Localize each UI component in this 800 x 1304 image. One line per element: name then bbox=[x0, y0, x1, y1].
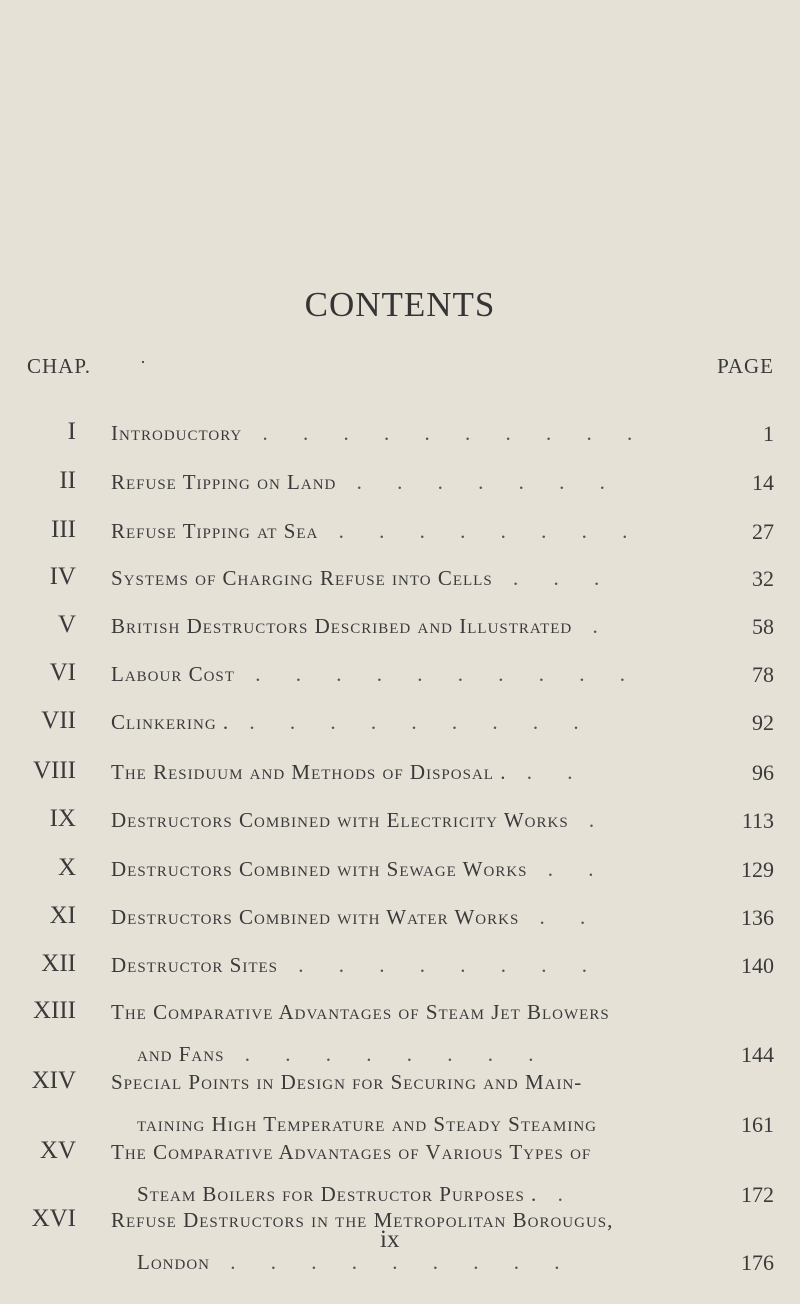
chapter-title: The Comparative Advantages of Various Types of bbox=[111, 1140, 592, 1164]
chapter-number: VIII bbox=[32, 757, 76, 784]
leader-dots: . . . . . . . . bbox=[318, 519, 643, 543]
leader-dots: . bbox=[568, 808, 610, 832]
chapter-number: XII bbox=[41, 950, 76, 977]
page-folio: ix bbox=[380, 1226, 400, 1253]
leader-dots: . . . . . . . . . . bbox=[242, 421, 648, 445]
chapter-number: VI bbox=[49, 659, 76, 686]
chapter-title: Destructor Sites . . . . . . . . bbox=[111, 953, 602, 977]
page-number: 78 bbox=[752, 662, 774, 687]
chapter-number: XIV bbox=[31, 1067, 76, 1094]
header-dot: · bbox=[140, 352, 146, 372]
page-number: 92 bbox=[752, 710, 774, 735]
leader-dots: . . . . . . . . bbox=[224, 1042, 549, 1066]
chapter-title: Refuse Tipping at Sea . . . . . . . . bbox=[111, 519, 643, 543]
chapter-title: London . . . . . . . . . bbox=[137, 1250, 575, 1274]
chapter-number: XIII bbox=[32, 997, 76, 1024]
leader-dots: . . . . . . . bbox=[336, 470, 620, 494]
leader-dots: . . bbox=[506, 760, 588, 784]
leader-dots: . . bbox=[527, 857, 609, 881]
chapter-number: XI bbox=[49, 902, 76, 929]
leader-dots: . . . . . . . . . bbox=[229, 710, 594, 734]
page-number: 136 bbox=[741, 905, 774, 930]
chapter-title: Destructors Combined with Water Works . . bbox=[111, 905, 601, 929]
page-number: 1 bbox=[763, 421, 774, 446]
chapter-title: Destructors Combined with Electricity Works . bbox=[111, 808, 610, 832]
page-number: 144 bbox=[741, 1042, 774, 1067]
page-number: 172 bbox=[741, 1182, 774, 1207]
chapter-title: Steam Boilers for Destructor Purposes . . bbox=[137, 1182, 578, 1206]
leader-dots: . . . . . . . . bbox=[278, 953, 602, 977]
chapter-title: Systems of Charging Refuse into Cells . . . bbox=[111, 566, 615, 590]
leader-dots: . . . bbox=[492, 566, 615, 590]
chapter-title: Refuse Tipping on Land . . . . . . . bbox=[111, 470, 620, 494]
chapter-title: British Destructors Described and Illustrated . bbox=[111, 614, 613, 638]
page-number: 176 bbox=[741, 1250, 774, 1275]
leader-dots: . bbox=[572, 614, 613, 638]
page-column-header: PAGE bbox=[717, 354, 774, 378]
chapter-title: taining High Temperature and Steady Steaming bbox=[137, 1112, 597, 1136]
page-number: 14 bbox=[752, 470, 774, 495]
page-number: 32 bbox=[752, 566, 774, 591]
chapter-title: Special Points in Design for Securing and Main- bbox=[111, 1070, 583, 1094]
chapter-number: I bbox=[67, 418, 76, 445]
page-number: 161 bbox=[741, 1112, 774, 1137]
chapter-title: Destructors Combined with Sewage Works . . bbox=[111, 857, 609, 881]
page-title: CONTENTS bbox=[304, 285, 496, 324]
page-number: 129 bbox=[741, 857, 774, 882]
chapter-title: The Residuum and Methods of Disposal . . . bbox=[111, 760, 588, 784]
chapter-column-header: CHAP. bbox=[27, 354, 91, 378]
leader-dots: . bbox=[537, 1182, 578, 1206]
chapter-number: II bbox=[59, 467, 76, 494]
chapter-number: V bbox=[57, 611, 76, 638]
page-number: 58 bbox=[752, 614, 774, 639]
leader-dots: . . bbox=[519, 905, 601, 929]
chapter-title: and Fans . . . . . . . . bbox=[137, 1042, 549, 1066]
leader-dots: . . . . . . . . . bbox=[210, 1250, 575, 1274]
chapter-title: Refuse Destructors in the Metropolitan Borougus, bbox=[111, 1208, 614, 1232]
chapter-number: IV bbox=[49, 563, 76, 590]
leader-dots: . . . . . . . . . . bbox=[234, 662, 640, 686]
chapter-title: The Comparative Advantages of Steam Jet Blowers bbox=[111, 1000, 610, 1024]
chapter-number: X bbox=[57, 854, 76, 881]
chapter-title: Introductory . . . . . . . . . . bbox=[111, 421, 648, 445]
page-number: 96 bbox=[752, 760, 774, 785]
chapter-title: Labour Cost . . . . . . . . . . bbox=[111, 662, 640, 686]
chapter-number: XVI bbox=[31, 1205, 76, 1232]
chapter-number: III bbox=[51, 516, 76, 543]
chapter-number: VII bbox=[41, 707, 76, 734]
chapter-number: XV bbox=[39, 1137, 76, 1164]
page-number: 113 bbox=[741, 808, 774, 833]
chapter-number: IX bbox=[49, 805, 76, 832]
chapter-title: Clinkering . . . . . . . . . . bbox=[111, 710, 594, 734]
page-number: 140 bbox=[741, 953, 774, 978]
page-number: 27 bbox=[752, 519, 774, 544]
